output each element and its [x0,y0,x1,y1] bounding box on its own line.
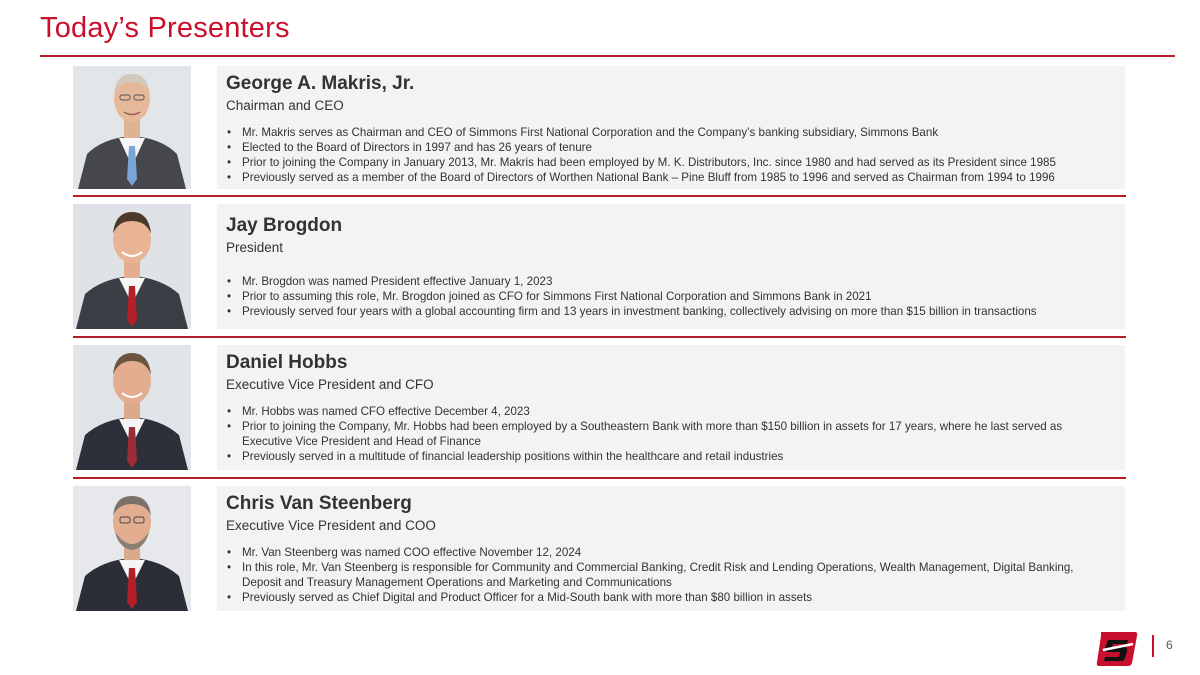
presenter-role: Executive Vice President and COO [226,518,436,533]
presenter-role: Chairman and CEO [226,98,344,113]
bullet-item: • Prior to assuming this role, Mr. Brogdon joined as CFO for Simmons First National Corporation and Simmons Bank in 2021 [226,289,1115,304]
section-divider [73,195,1126,197]
page-number: 6 [1166,638,1173,652]
presenter-name: Daniel Hobbs [226,352,348,373]
title-divider [40,55,1175,57]
presenter-card [217,66,1125,189]
presenter-bullets [226,274,1115,319]
presenter-photo [73,204,191,329]
presenter-bullets [226,125,1115,185]
bullet-item: • In this role, Mr. Van Steenberg is responsible for Community and Commercial Banking, Credit Risk and Lending Operations, Wealth Management, Digital Banking, Deposit and Treasury Management Operations and Marketing and Communications [226,560,1115,590]
bullet-item: • Prior to joining the Company in January 2013, Mr. Makris had been employed by M. K. Distributors, Inc. since 1980 and had served as its President since 1985 [226,155,1115,170]
bullet-item: • Previously served as a member of the Board of Directors of Worthen National Bank – Pine Bluff from 1985 to 1996 and served as Chairman from 1994 to 1996 [226,170,1115,185]
section-divider [73,477,1126,479]
bullet-item: • Mr. Makris serves as Chairman and CEO of Simmons First National Corporation and the Company’s banking subsidiary, Simmons Bank [226,125,1115,140]
bullet-item: • Prior to joining the Company, Mr. Hobbs had been employed by a Southeastern Bank with more than $150 billion in assets for 17 years, where he last served as Executive Vice President and Head of Finance [226,419,1115,449]
bullet-item: • Previously served in a multitude of financial leadership positions within the healthcare and retail industries [226,449,1115,464]
presenter-name: George A. Makris, Jr. [226,73,415,94]
presenter-photo [73,345,191,470]
presenter-card [217,486,1125,611]
bullet-item: • Mr. Van Steenberg was named COO effective November 12, 2024 [226,545,1115,560]
section-divider [73,336,1126,338]
presenter-photo [73,486,191,611]
bullet-item: • Mr. Brogdon was named President effective January 1, 2023 [226,274,1115,289]
presenter-role: President [226,240,284,255]
presenter-card [217,204,1125,329]
presenter-name: Jay Brogdon [226,215,343,236]
footer-divider [1152,635,1154,657]
presenter-card [217,345,1125,470]
bullet-item: • Mr. Hobbs was named CFO effective December 4, 2023 [226,404,1115,419]
bullet-item: • Previously served four years with a global accounting firm and 13 years in investment banking, collectively advising on more than $15 billion in transactions [226,304,1115,319]
page-title: Today’s Presenters [40,12,290,44]
presenter-role: Executive Vice President and CFO [226,377,434,392]
presenter-photo [73,66,191,189]
bullet-item: • Elected to the Board of Directors in 1997 and has 26 years of tenure [226,140,1115,155]
presenter-bullets [226,404,1115,464]
presenter-name: Chris Van Steenberg [226,493,412,514]
bullet-item: • Previously served as Chief Digital and Product Officer for a Mid-South bank with more than $80 billion in assets [226,590,1115,605]
simmons-bank-logo-icon [1095,630,1139,667]
presenter-bullets [226,545,1115,605]
